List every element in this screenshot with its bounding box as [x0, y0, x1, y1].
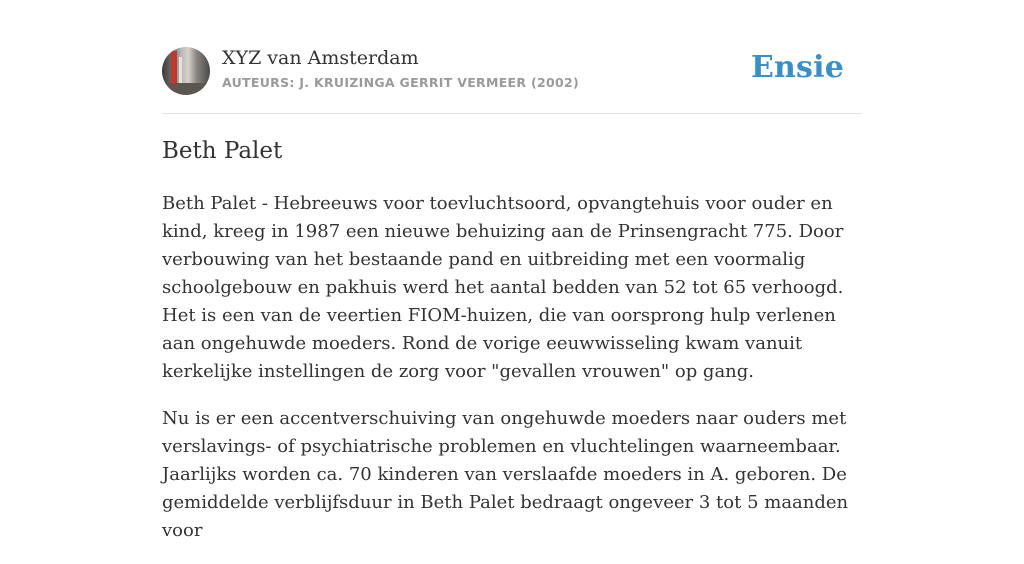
book-cover-avatar[interactable]	[162, 47, 210, 95]
entry-content	[162, 190, 862, 564]
ensie-logo[interactable]: Ensie	[750, 50, 844, 85]
entry-paragraph: Beth Palet - Hebreeuws voor toevluchtsoord, opvangtehuis voor ouder en kind, kreeg in 1987 een nieuwe behuizing aan de Prinsengracht 775. Door verbouwing van het bestaande pand en uitbreiding met een voormalig schoolgebouw en pakhuis werd het aantal bedden van 52 tot 65 verhoogd. Het is een van de veertien FIOM-huizen, die van oorsprong hulp verlenen aan ongehuwde moeders. Rond de vorige eeuwwisseling kwam vanuit kerkelijke instellingen de zorg voor "gevallen vrouwen" op gang.	[162, 193, 844, 382]
entry-paragraph: Nu is er een accentverschuiving van ongehuwde moeders naar ouders met verslavings- of psychiatrische problemen en vluchtelingen waarneembaar. Jaarlijks worden ca. 70 kinderen van verslaafde moeders in A. geboren. De gemiddelde verblijfsduur in Beth Palet bedraagt ongeveer 3 tot 5 maanden voor	[162, 408, 849, 541]
book-authors: AUTEURS: J. KRUIZINGA GERRIT VERMEER (2002)	[222, 75, 579, 90]
entry-title: Beth Palet	[162, 138, 283, 164]
book-title[interactable]: XYZ van Amsterdam	[222, 47, 419, 69]
header-divider	[162, 113, 862, 114]
book-header	[162, 46, 862, 98]
